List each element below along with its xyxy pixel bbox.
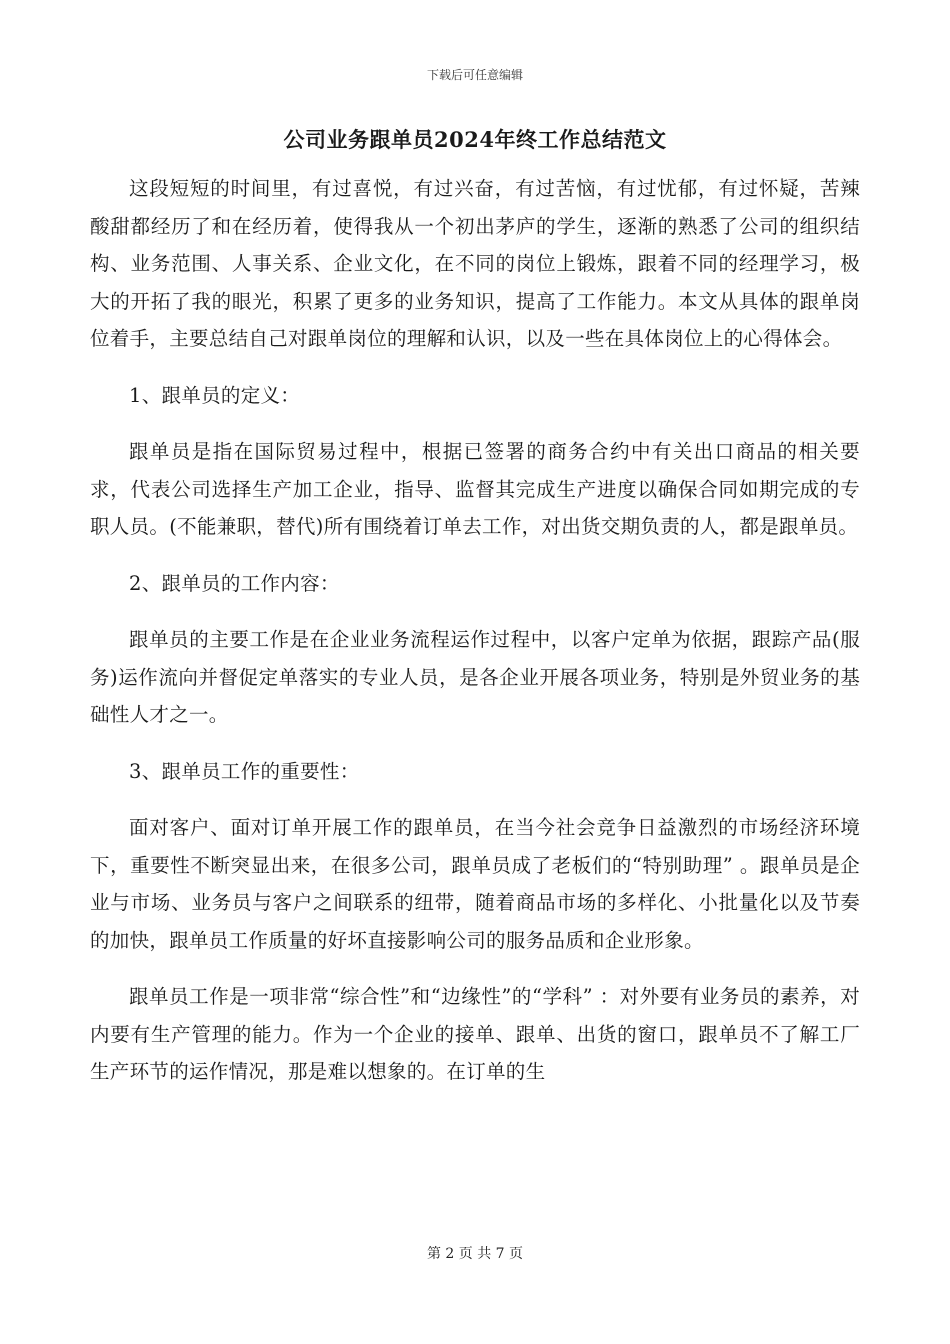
importance-paragraph: 面对客户、面对订单开展工作的跟单员，在当今社会竞争日益激烈的市场经济环境下，重要性不断突显出来，在很多公司，跟单员成了老板们的“特别助理” 。跟单员是企业与市场、业务员与客户之间联系的纽带，随着商品市场的多样化、小批量化以及节奏的加快，跟单员工作质量的好坏直接影响公司的服务品质和企业形象。 xyxy=(90,816,860,952)
document-title: 公司业务跟单员2024年终工作总结范文 xyxy=(283,127,667,152)
work-content-paragraph: 跟单员的主要工作是在企业业务流程运作过程中，以客户定单为依据，跟踪产品(服务)运作流向并督促定单落实的专业人员，是各企业开展各项业务，特别是外贸业务的基础性人才之一。 xyxy=(90,628,860,726)
page-number-footer: 第 2 页 共 7 页 xyxy=(426,1246,524,1262)
document-body xyxy=(90,170,860,1110)
intro-paragraph: 这段短短的时间里，有过喜悦，有过兴奋，有过苦恼，有过忧郁，有过怀疑，苦辣酸甜都经历了和在经历着，使得我从一个初出茅庐的学生，逐渐的熟悉了公司的组织结构、业务范围、人事关系、企业文化，在不同的岗位上锻炼，跟着不同的经理学习，极大的开拓了我的眼光，积累了更多的业务知识，提高了工作能力。本文从具体的跟单岗位着手，主要总结自己对跟单岗位的理解和认识，以及一些在具体岗位上的心得体会。 xyxy=(90,177,860,350)
definition-paragraph: 跟单员是指在国际贸易过程中，根据已签署的商务合约中有关出口商品的相关要求，代表公司选择生产加工企业，指导、监督其完成生产进度以确保合同如期完成的专职人员。(不能兼职，替代)所有围绕着订单去工作，对出货交期负责的人，都是跟单员。 xyxy=(90,440,860,538)
section-heading-importance: 3、跟单员工作的重要性： xyxy=(129,759,360,783)
section-heading-work-content: 2、跟单员的工作内容： xyxy=(129,571,340,595)
comprehensive-paragraph: 跟单员工作是一项非常“综合性”和“边缘性”的“学科” ：对外要有业务员的素养，对内要有生产管理的能力。作为一个企业的接单、跟单、出货的窗口，跟单员不了解工厂生产环节的运作情况，那是难以想象的。在订单的生 xyxy=(90,985,860,1083)
section-heading-definition: 1、跟单员的定义： xyxy=(129,383,301,407)
header-note: 下载后可任意编辑 xyxy=(426,68,523,82)
